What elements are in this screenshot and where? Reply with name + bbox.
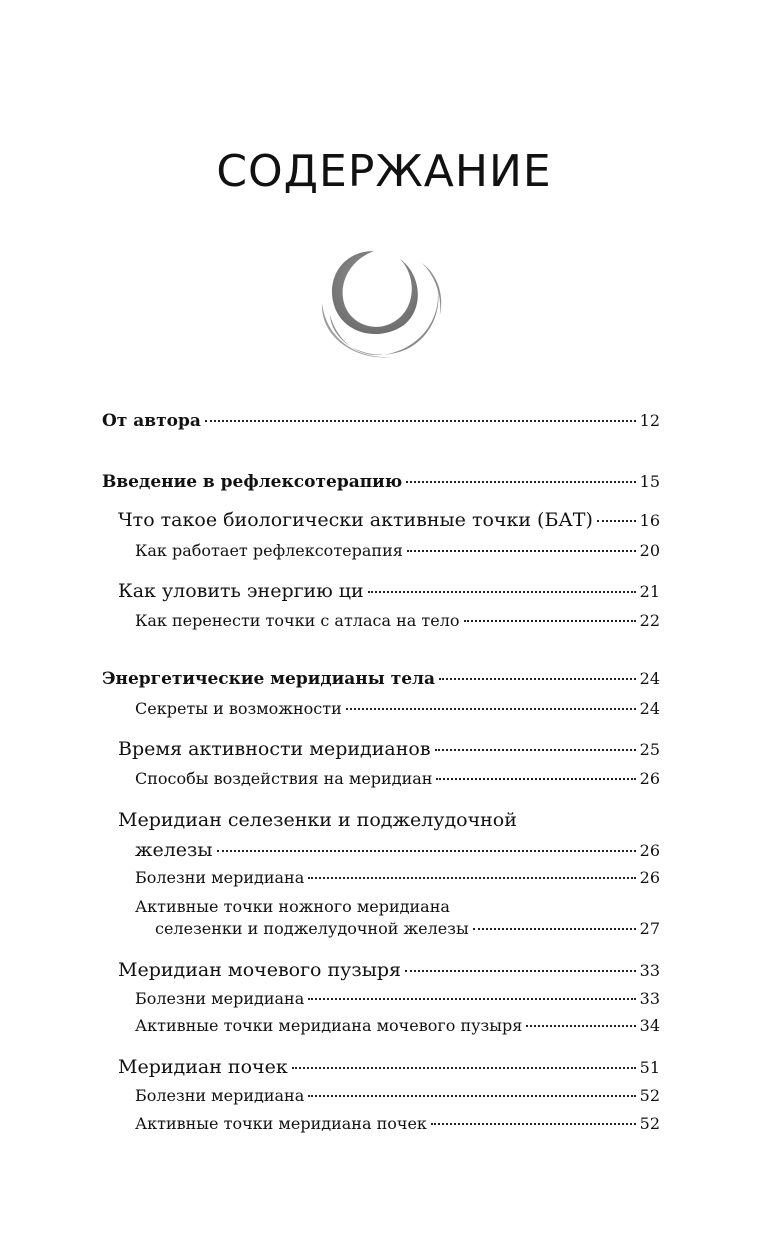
toc-entry-bolezni-1: Болезни меридиана 26 (135, 868, 660, 887)
leader-dots (407, 550, 636, 552)
toc-entry-nozhnogo: селезенки и поджелудочной железы 27 (155, 919, 660, 938)
leader-dots (308, 998, 635, 1000)
leader-dots (292, 1067, 636, 1069)
leader-dots (346, 708, 636, 710)
leader-dots (526, 1025, 635, 1027)
leader-dots (308, 877, 635, 879)
toc-entry-meridian-selezenki: железы 26 (135, 839, 660, 861)
page-title: СОДЕРЖАНИЕ (216, 146, 552, 197)
leader-dots (431, 1123, 636, 1125)
leader-dots (439, 678, 636, 680)
leader-dots (597, 520, 636, 522)
leader-dots (464, 620, 636, 622)
toc-entry-kak-rabotaet: Как работает рефлексотерапия 20 (135, 541, 660, 560)
toc-entry-bolezni-2: Болезни меридиана 33 (135, 989, 660, 1008)
toc-entry-pochek: Меридиан почек 51 (118, 1056, 660, 1078)
leader-dots (406, 481, 635, 483)
toc-entry-mochevogo: Меридиан мочевого пузыря 33 (118, 959, 660, 981)
toc-entry-tochki-mochevogo: Активные точки меридиана мочевого пузыря 34 (135, 1016, 660, 1035)
toc-entry-sposoby: Способы воздействия на меридиан 26 (135, 769, 660, 788)
toc-entry-meridian-selezenki-line1: Меридиан селезенки и поджелудочной (118, 809, 517, 831)
toc-entry-sekrety: Секреты и возможности 24 (135, 699, 660, 718)
leader-dots (473, 928, 636, 930)
leader-dots (308, 1095, 635, 1097)
leader-dots (405, 970, 636, 972)
leader-dots (435, 749, 636, 751)
leader-dots (368, 591, 636, 593)
swirl-logo-icon (312, 245, 448, 361)
toc-entry-ot-avtora: От автора 12 (102, 411, 660, 431)
toc-entry-vremya-aktivnosti: Время активности меридианов 25 (118, 738, 660, 760)
leader-dots (217, 850, 636, 852)
toc-entry-bat: Что такое биологически активные точки (БАТ) 16 (118, 509, 660, 531)
toc-entry-meridiany-tela: Энергетические меридианы тела 24 (102, 669, 660, 689)
toc-entry-bolezni-3: Болезни меридиана 52 (135, 1086, 660, 1105)
leader-dots (205, 420, 636, 422)
toc-entry-tochki-pochek: Активные точки меридиана почек 52 (135, 1114, 660, 1133)
toc-entry-energiya-ci: Как уловить энергию ци 21 (118, 580, 660, 602)
toc-entry-vvedenie: Введение в рефлексотерапию 15 (102, 472, 660, 492)
leader-dots (436, 778, 635, 780)
toc-entry-perenesti-tochki: Как перенести точки с атласа на тело 22 (135, 611, 660, 630)
toc-entry-nozhnogo-line1: Активные точки ножного меридиана (135, 897, 450, 916)
